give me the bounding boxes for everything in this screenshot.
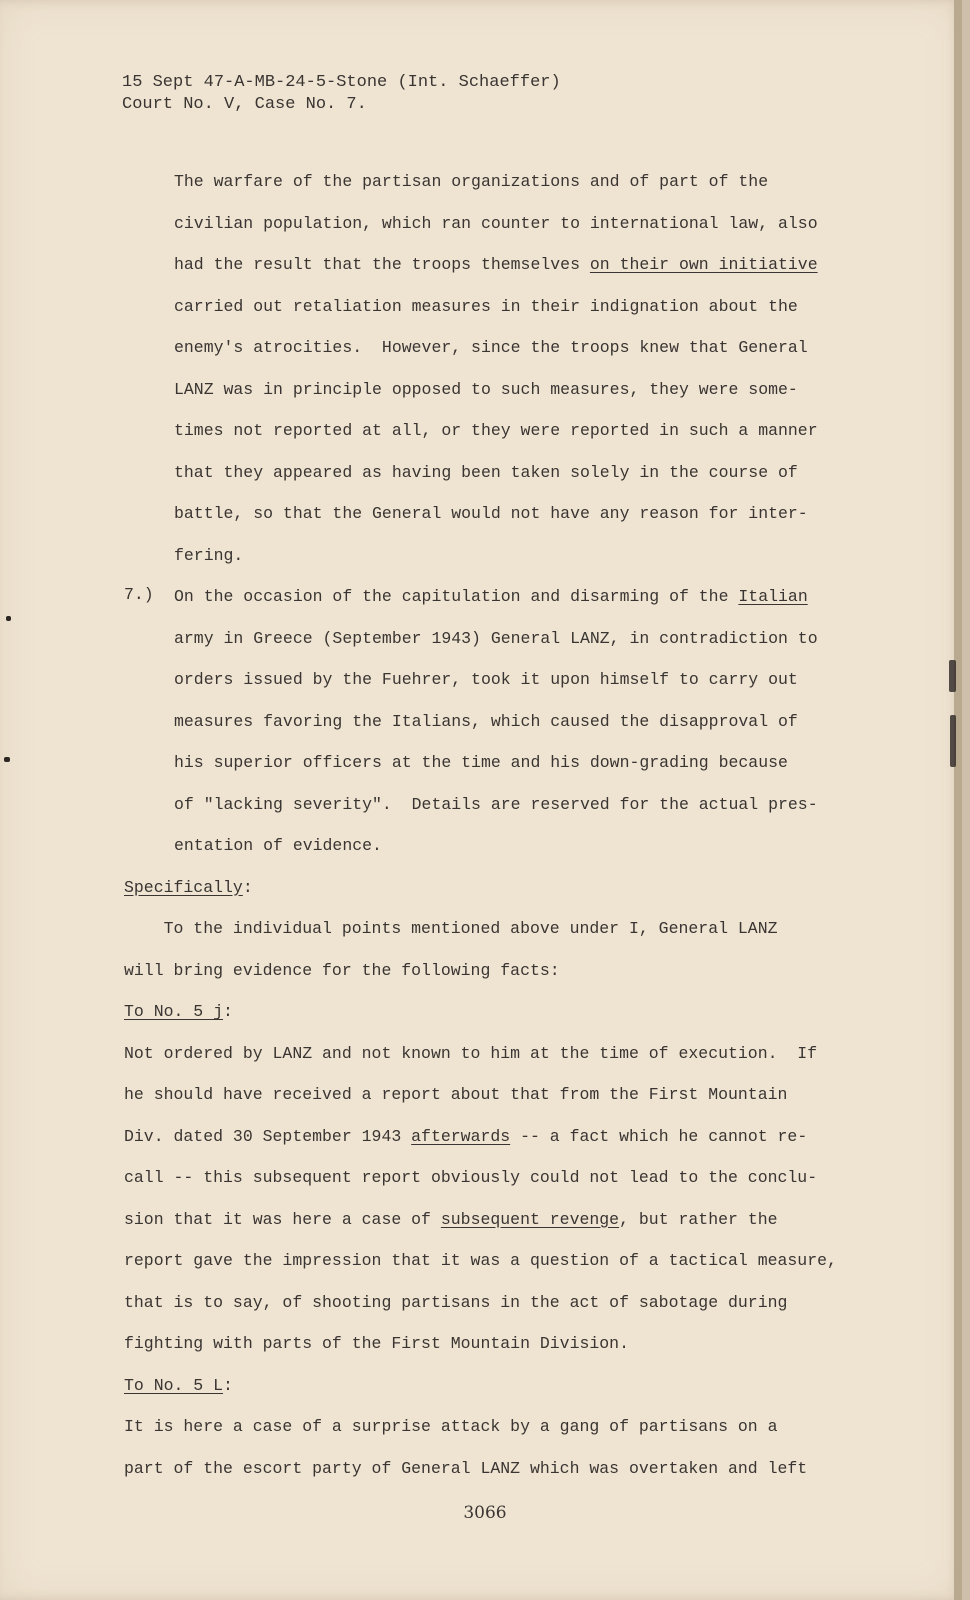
text-line — [124, 253, 884, 295]
text-line: part of the escort party of General LANZ which was overtaken and left — [124, 1458, 808, 1478]
text-segment: , but rather the — [619, 1209, 778, 1229]
text-line: army in Greece (September 1943) General LANZ, in contradiction to — [174, 628, 818, 648]
text-line: The warfare of the partisan organizations and of part of the — [174, 172, 769, 191]
text-line: Not ordered by LANZ and not known to him at the time of execution. If — [124, 1043, 818, 1063]
text-segment: On the occasion of the capitulation and disarming of the — [174, 587, 739, 606]
text-segment: sion that it was here a case of — [124, 1209, 441, 1229]
text-line: To the individual points mentioned above under I, General LANZ — [124, 919, 778, 938]
margin-mark — [950, 715, 956, 767]
text-line: that is to say, of shooting partisans in the act of sabotage during — [124, 1292, 788, 1312]
text-line: It is here a case of a surprise attack by a gang of partisans on a — [124, 1417, 778, 1436]
heading-colon: : — [223, 1375, 233, 1395]
heading-colon: : — [242, 877, 253, 897]
item-number: 7.) — [124, 585, 154, 604]
text-line: will bring evidence for the following facts: — [124, 960, 560, 980]
item-7 — [124, 585, 884, 876]
heading-no-5l — [124, 1374, 884, 1416]
heading-text: Specifically — [124, 877, 243, 897]
margin-mark — [4, 757, 10, 762]
text-line: battle, so that the General would not have any reason for inter- — [174, 504, 808, 523]
margin-mark — [6, 616, 11, 621]
paragraph-partisan-warfare — [124, 170, 884, 585]
margin-mark — [949, 660, 956, 692]
text-line — [124, 1208, 884, 1250]
text-line: report gave the impression that it was a question of a tactical measure, — [124, 1251, 837, 1270]
underlined-word: Italian — [738, 587, 808, 606]
text-segment: -- a fact which he cannot re- — [510, 1126, 808, 1146]
heading-text: To No. 5 L — [124, 1375, 224, 1395]
header-court-case: Court No. V, Case No. 7. — [122, 95, 367, 114]
text-line: orders issued by the Fuehrer, took it upon himself to carry out — [174, 670, 798, 689]
heading-text: To No. 5 j — [124, 1002, 224, 1021]
text-segment: Div. dated 30 September 1943 — [124, 1126, 412, 1146]
text-line: that they appeared as having been taken solely in the course of — [174, 462, 798, 482]
document-body — [124, 170, 884, 1498]
text-line: enemy's atrocities. However, since the troops knew that General — [174, 338, 808, 357]
text-line: he should have received a report about that from the First Mountain — [124, 1085, 788, 1104]
text-line: entation of evidence. — [174, 836, 382, 855]
text-line: civilian population, which ran counter to international law, also — [174, 213, 818, 233]
page-edge — [954, 0, 962, 1600]
text-line: of "lacking severity". Details are reserved for the actual pres- — [174, 794, 818, 814]
heading-colon: : — [223, 1002, 233, 1021]
text-line: call -- this subsequent report obviously could not lead to the conclu- — [124, 1168, 818, 1187]
text-line: fighting with parts of the First Mountain Division. — [124, 1334, 629, 1353]
underlined-phrase: subsequent revenge — [440, 1209, 620, 1229]
text-line: times not reported at all, or they were reported in such a manner — [174, 421, 818, 440]
document-header — [122, 72, 561, 116]
header-reference: 15 Sept 47-A-MB-24-5-Stone (Int. Schaeffer) — [122, 73, 561, 92]
text-line: fering. — [174, 545, 244, 565]
text-line: carried out retaliation measures in their indignation about the — [174, 296, 798, 316]
text-line — [124, 1125, 884, 1167]
underlined-phrase: on their own initiative — [589, 255, 818, 274]
page-number: 3066 — [463, 1503, 507, 1523]
heading-specifically — [124, 876, 884, 918]
text-line: his superior officers at the time and his down-grading because — [174, 753, 788, 772]
text-segment: had the result that the troops themselves — [174, 255, 590, 274]
text-line — [124, 585, 884, 627]
text-line: LANZ was in principle opposed to such measures, they were some- — [174, 379, 798, 399]
text-line: measures favoring the Italians, which caused the disapproval of — [174, 711, 798, 731]
underlined-word: afterwards — [411, 1126, 511, 1146]
heading-no-5j — [124, 1000, 884, 1042]
